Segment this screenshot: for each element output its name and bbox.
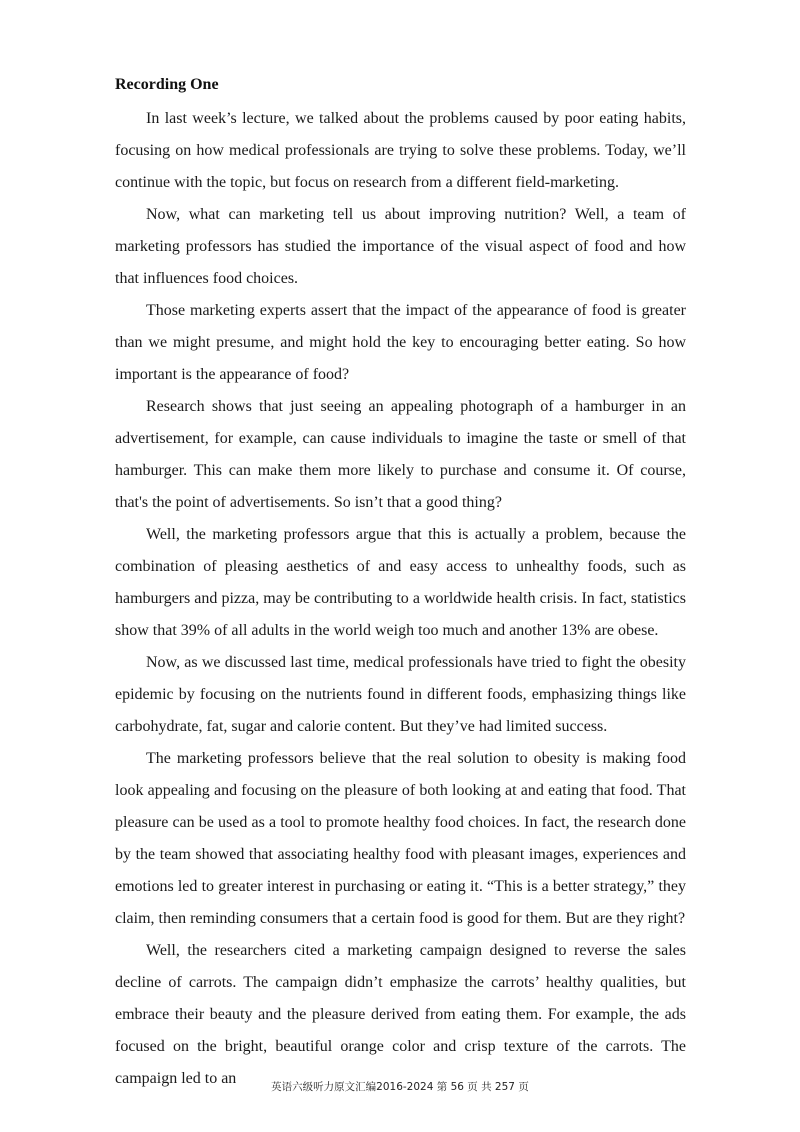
paragraph: Now, what can marketing tell us about improving nutrition? Well, a team of marketing professors has studied the importance of the visual aspect of food and how that influences food choices. bbox=[115, 206, 686, 287]
transcript-body bbox=[115, 103, 686, 1095]
paragraph: The marketing professors believe that the real solution to obesity is making food look appealing and focusing on the pleasure of both looking at and eating that food. That pleasure can be used as a tool to promote healthy food choices. In fact, the research done by the team showed that associating healthy food with pleasant images, experiences and emotions led to greater interest in purchasing or eating it. “This is a better strategy,” they claim, then reminding consumers that a certain food is good for them. But are they right? bbox=[115, 750, 686, 927]
paragraph: Well, the researchers cited a marketing campaign designed to reverse the sales decline of carrots. The campaign didn’t emphasize the carrots’ healthy qualities, but embrace their beauty and the pleasure derived from eating them. For example, the ads focused on the bright, beautiful orange color and crisp texture of the carrots. The campaign led to an bbox=[115, 942, 686, 1087]
paragraph: Now, as we discussed last time, medical professionals have tried to fight the obesity epidemic by focusing on the nutrients found in different foods, emphasizing things like carbohydrate, fat, sugar and calorie content. But they’ve had limited success. bbox=[115, 654, 686, 735]
paragraph: Research shows that just seeing an appealing photograph of a hamburger in an advertisement, for example, can cause individuals to imagine the taste or smell of that hamburger. This can make them more likely to purchase and consume it. Of course, that's the point of advertisements. So isn’t that a good thing? bbox=[115, 398, 686, 511]
page-footer: 英语六级听力原文汇编2016-2024 第 56 页 共 257 页 bbox=[271, 1081, 529, 1093]
paragraph: Those marketing experts assert that the impact of the appearance of food is greater than we might presume, and might hold the key to encouraging better eating. So how important is the appearance of food? bbox=[115, 302, 686, 383]
section-heading: Recording One bbox=[115, 76, 219, 93]
paragraph: Well, the marketing professors argue that this is actually a problem, because the combination of pleasing aesthetics of and easy access to unhealthy foods, such as hamburgers and pizza, may be contributing to a worldwide health crisis. In fact, statistics show that 39% of all adults in the world weigh too much and another 13% are obese. bbox=[115, 526, 686, 639]
paragraph: In last week’s lecture, we talked about the problems caused by poor eating habits, focusing on how medical professionals are trying to solve these problems. Today, we’ll continue with the topic, but focus on research from a different field-marketing. bbox=[115, 110, 686, 191]
